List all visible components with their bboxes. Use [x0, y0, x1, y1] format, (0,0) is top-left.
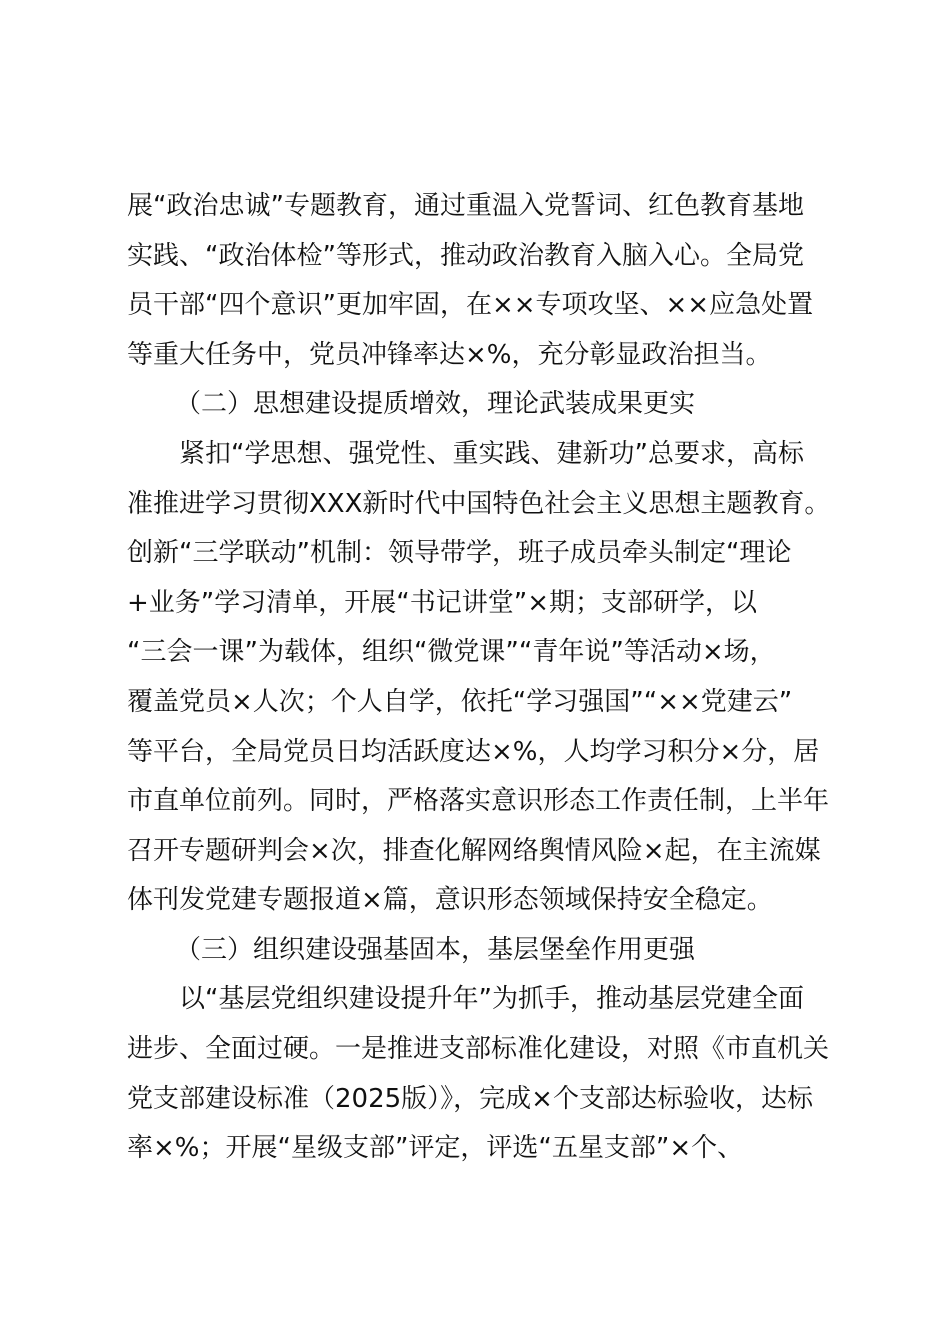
body-text-line: 等重大任务中，党员冲锋率达×%，充分彰显政治担当。	[127, 340, 772, 370]
body-text-line: 实践、“政治体检”等形式，推动政治教育入脑入心。全局党	[127, 241, 804, 271]
body-text-line: 体刊发党建专题报道×篇，意识形态领域保持安全稳定。	[127, 885, 773, 915]
body-text-line: 进步、全面过硬。一是推进支部标准化建设，对照《市直机关	[127, 1034, 830, 1064]
paragraph-first-line: 以“基层党组织建设提升年”为抓手，推动基层党建全面	[179, 984, 804, 1014]
body-text-line: 党支部建设标准（2025版）》，完成×个支部达标验收，达标	[127, 1084, 813, 1114]
body-text-line: 覆盖党员×人次；个人自学，依托“学习强国”“××党建云”	[127, 687, 793, 717]
paragraph-first-line: 紧扣“学思想、强党性、重实践、建新功”总要求，高标	[179, 439, 804, 469]
section-heading: （二）思想建设提质增效，理论武装成果更实	[175, 389, 696, 419]
body-text-line: 创新“三学联动”机制：领导带学，班子成员牵头制定“理论	[127, 538, 792, 568]
body-text-line: 展“政治忠诚”专题教育，通过重温入党誓词、红色教育基地	[127, 191, 804, 221]
body-text-line: 市直单位前列。同时，严格落实意识形态工作责任制，上半年	[127, 786, 830, 816]
body-text-line: 员干部“四个意识”更加牢固，在××专项攻坚、××应急处置	[127, 290, 814, 320]
section-heading: （三）组织建设强基固本，基层堡垒作用更强	[175, 935, 696, 965]
body-text-line: “三会一课”为载体，组织“微党课”“青年说”等活动×场，	[127, 637, 776, 667]
body-text-line: 准推进学习贯彻XXX新时代中国特色社会主义思想主题教育。	[127, 489, 831, 519]
body-text-line: 召开专题研判会×次，排查化解网络舆情风险×起，在主流媒	[127, 836, 821, 866]
body-text-line: 率×%；开展“星级支部”评定，评选“五星支部”×个、	[127, 1133, 744, 1163]
body-text-line: 等平台，全局党员日均活跃度达×%，人均学习积分×分，居	[127, 737, 820, 767]
body-text-line: +业务”学习清单，开展“书记讲堂”×期；支部研学，以	[127, 588, 757, 618]
